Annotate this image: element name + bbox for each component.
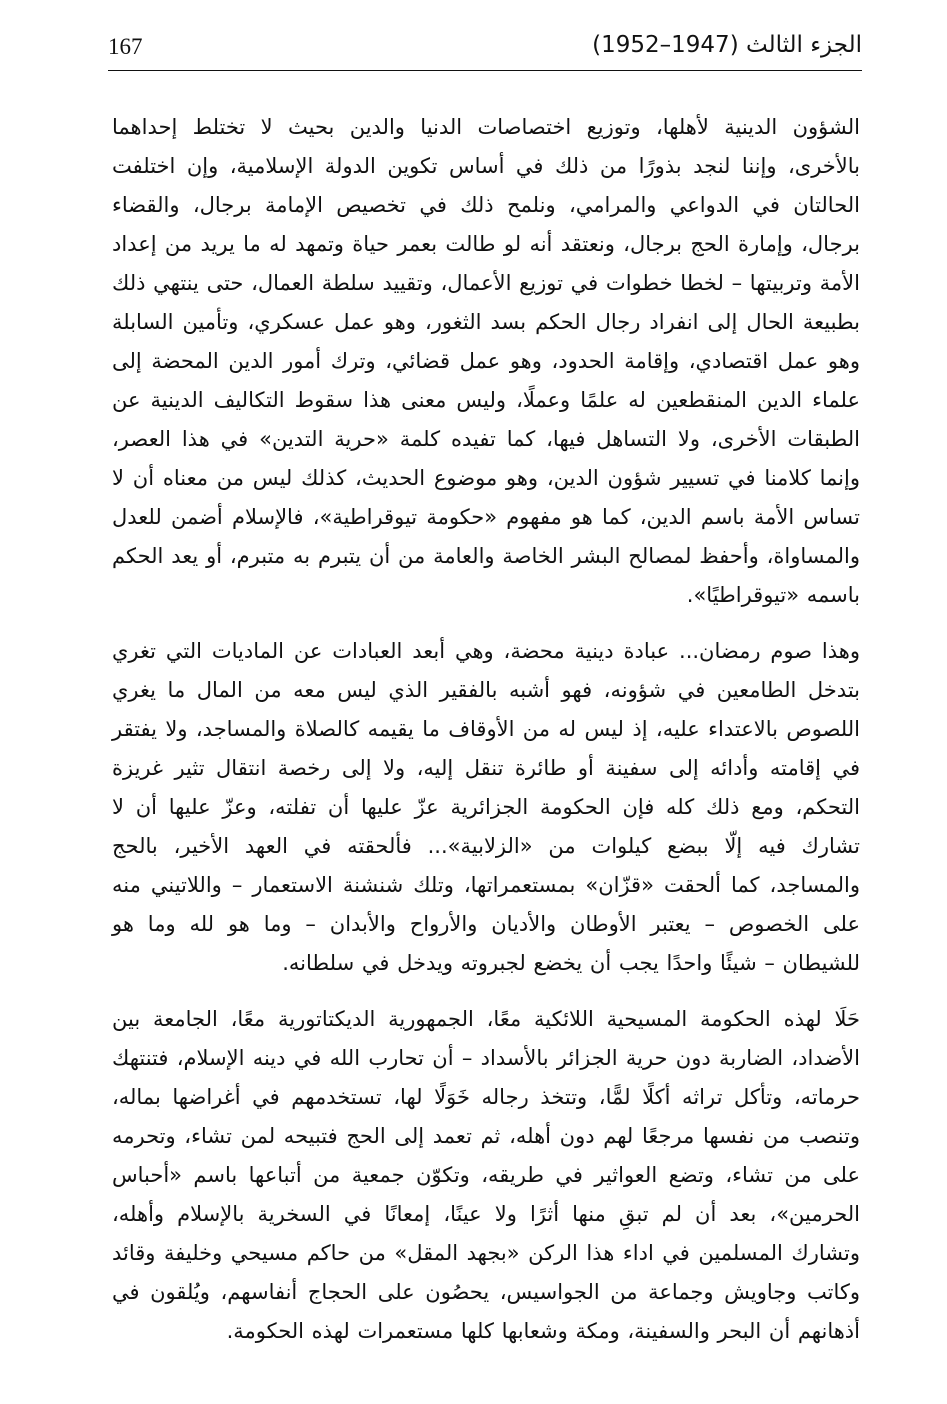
header-divider xyxy=(108,70,862,71)
paragraph-2: وهذا صوم رمضان... عبادة دينية محضة، وهي أبعد العبادات عن الماديات التي تغري بتدخل الطامعين في شؤونه، فهو أشبه بالفقير الذي ليس معه من المال ما يغري اللصوص بالاعتداء عليه، إذ ليس له من الأوقاف ما يقيمه كالصلاة والمساجد، ولا يفتقر في إقامته وأدائه إلى سفينة أو طائرة تنقل إليه، ولا إلى رخصة انتقال تثير غريزة التحكم، ومع ذلك كله فإن الحكومة الجزائرية عزّ عليها أن تفلته، وعزّ عليها أن لا تشارك فيه إلّا ببضع كيلوات من «الزلابية»... فألحقته في العهد الأخير، بالحج والمساجد، كما ألحقت «قزّان» بمستعمراتها، وتلك شنشنة الاستعمار – واللاتيني منه على الخصوص – يعتبر الأوطان والأديان والأرواح والأبدان – وما هو لله وما هو للشيطان – شيئًا واحدًا يجب أن يخضع لجبروته ويدخل في سلطانه. xyxy=(112,639,860,975)
page-number: 167 xyxy=(108,34,143,59)
paragraph-3: حَلَا لهذه الحكومة المسيحية اللائكية معًا، الجمهورية الديكتاتورية معًا، الجامعة بين الأضداد، الضاربة دون حرية الجزائر بالأسداد – أن تحارب الله في دينه الإسلام، فتنتهك حرماته، وتأكل تراثه أكلًا لمًّا، وتتخذ رجاله خَوَلًا لها، تستخدمهم في أغراضها بماله، وتنصب من نفسها مرجعًا لهم دون أهله، ثم تعمد إلى الحج فتبيحه لمن تشاء، وتحرمه على من تشاء، وتضع العواثير في طريقه، وتكوّن جمعية من أتباعها باسم «أحباس الحرمين»، بعد أن لم تبقِ منها أثرًا ولا عينًا، إمعانًا في السخرية بالإسلام وأهله، وتشارك المسلمين في اداء هذا الركن «بجهد المقل» من حاكم مسيحي وخليفة وقائد وكاتب وجاويش وجماعة من الجواسيس، يحصُون على الحجاج أنفاسهم، ويُلقون في أذهانهم أن البحر والسفينة، ومكة وشعابها كلها مستعمرات لهذه الحكومة. xyxy=(112,1007,860,1343)
body-text xyxy=(112,108,860,1368)
paragraph-1: الشؤون الدينية لأهلها، وتوزيع اختصاصات الدنيا والدين بحيث لا تختلط إحداهما بالأخرى، وإننا لنجد بذورًا من ذلك في أساس تكوين الدولة الإسلامية، وإن اختلفت الحالتان في الدواعي والمرامي، ونلمح ذلك في تخصيص الإمامة برجال، والقضاء برجال، وإمارة الحج برجال، ونعتقد أنه لو طالت بعمر حياة وتمهد له ما يريد من إعداد الأمة وتربيتها – لخطا خطوات في توزيع الأعمال، وتقييد سلطة العمال، حتى ينتهي ذلك بطبيعة الحال إلى انفراد رجال الحكم بسد الثغور، وهو عمل عسكري، وتأمين السابلة وهو عمل اقتصادي، وإقامة الحدود، وهو عمل قضائي، وترك أمور الدين المحضة إلى علماء الدين المنقطعين له علمًا وعملًا، وليس معنى هذا سقوط التكاليف الدينية عن الطبقات الأخرى، ولا التساهل فيها، كما تفيده كلمة «حرية التدين» في هذا العصر، وإنما كلامنا في تسيير شؤون الدين، وهو موضوع الحديث، كذلك ليس من معناه أن لا تساس الأمة باسم الدين، كما هو مفهوم «حكومة تيوقراطية»، فالإسلام أضمن للعدل والمساواة، وأحفظ لمصالح البشر الخاصة والعامة من أن يتبرم به متبرم، أو يعد الحكم باسمه «تيوقراطيًا». xyxy=(112,115,860,607)
page-header xyxy=(108,28,862,68)
running-head: الجزء الثالث (1947–1952) xyxy=(592,32,862,58)
